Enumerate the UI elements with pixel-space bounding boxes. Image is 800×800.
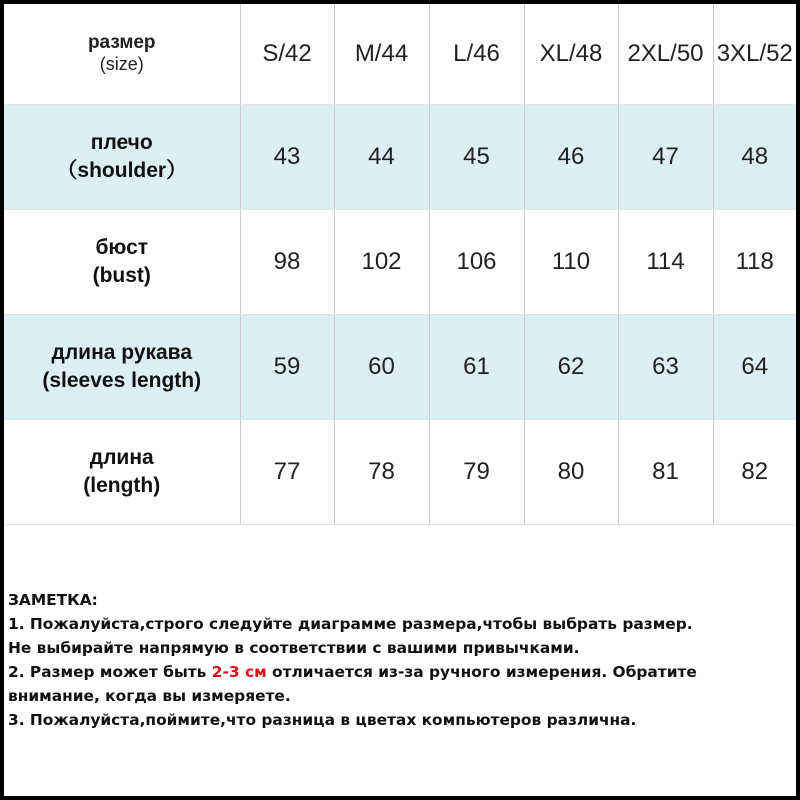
- row-label-ru: плечо: [90, 130, 153, 154]
- table-cell: 61: [429, 314, 524, 419]
- row-label-en: (bust): [92, 263, 151, 287]
- row-label-ru: бюст: [95, 235, 149, 259]
- table-cell: 77: [240, 419, 334, 524]
- size-header-cell: M/44: [334, 4, 429, 104]
- table-cell: 47: [618, 104, 713, 209]
- size-label-ru: размер: [87, 32, 156, 54]
- size-header-cell: S/42: [240, 4, 334, 104]
- table-cell: 62: [524, 314, 618, 419]
- note-line: [8, 660, 798, 684]
- table-row: [4, 104, 796, 209]
- note-text: отличается из-за ручного измерения. Обратите: [266, 663, 697, 681]
- size-table: [4, 4, 796, 525]
- size-header-cell: XL/48: [524, 4, 618, 104]
- row-label: [4, 209, 240, 314]
- size-label-en: (size): [99, 54, 144, 75]
- table-cell: 48: [713, 104, 796, 209]
- table-cell: 110: [524, 209, 618, 314]
- table-cell: 78: [334, 419, 429, 524]
- size-label-cell: [4, 4, 240, 104]
- table-cell: 60: [334, 314, 429, 419]
- table-cell: 43: [240, 104, 334, 209]
- table-cell: 63: [618, 314, 713, 419]
- note-line: 1. Пожалуйста,строго следуйте диаграмме размера,чтобы выбрать размер.: [8, 615, 693, 633]
- table-row: [4, 209, 796, 314]
- size-header-cell: L/46: [429, 4, 524, 104]
- size-header-cell: 2XL/50: [618, 4, 713, 104]
- table-row: [4, 314, 796, 419]
- row-label-en: (length): [83, 473, 161, 497]
- row-label: [4, 419, 240, 524]
- table-cell: 82: [713, 419, 796, 524]
- table-cell: 46: [524, 104, 618, 209]
- table-cell: 81: [618, 419, 713, 524]
- table-cell: 64: [713, 314, 796, 419]
- table-cell: 79: [429, 419, 524, 524]
- note-line: внимание, когда вы измеряете.: [8, 687, 291, 705]
- table-cell: 118: [713, 209, 796, 314]
- table-row: [4, 419, 796, 524]
- table-cell: 106: [429, 209, 524, 314]
- notes-section: [8, 588, 798, 732]
- row-label: [4, 104, 240, 209]
- table-cell: 114: [618, 209, 713, 314]
- table-cell: 44: [334, 104, 429, 209]
- row-label-ru: длина: [89, 445, 154, 469]
- table-cell: 102: [334, 209, 429, 314]
- table-cell: 80: [524, 419, 618, 524]
- table-cell: 98: [240, 209, 334, 314]
- note-text: 2. Размер может быть: [8, 663, 212, 681]
- note-highlight: 2-3 см: [211, 663, 267, 681]
- table-cell: 59: [240, 314, 334, 419]
- notes-title: ЗАМЕТКА:: [8, 591, 98, 609]
- size-header-cell: 3XL/52: [713, 4, 796, 104]
- row-label-en: （shoulder）: [56, 158, 188, 182]
- note-line: 3. Пожалуйста,поймите,что разница в цветах компьютеров различна.: [8, 711, 637, 729]
- header-row: [4, 4, 796, 104]
- row-label-en: (sleeves length): [42, 368, 202, 392]
- table-cell: 45: [429, 104, 524, 209]
- note-line: Не выбирайте напрямую в соответствии с вашими привычками.: [8, 639, 580, 657]
- row-label: [4, 314, 240, 419]
- row-label-ru: длина рукава: [51, 340, 192, 364]
